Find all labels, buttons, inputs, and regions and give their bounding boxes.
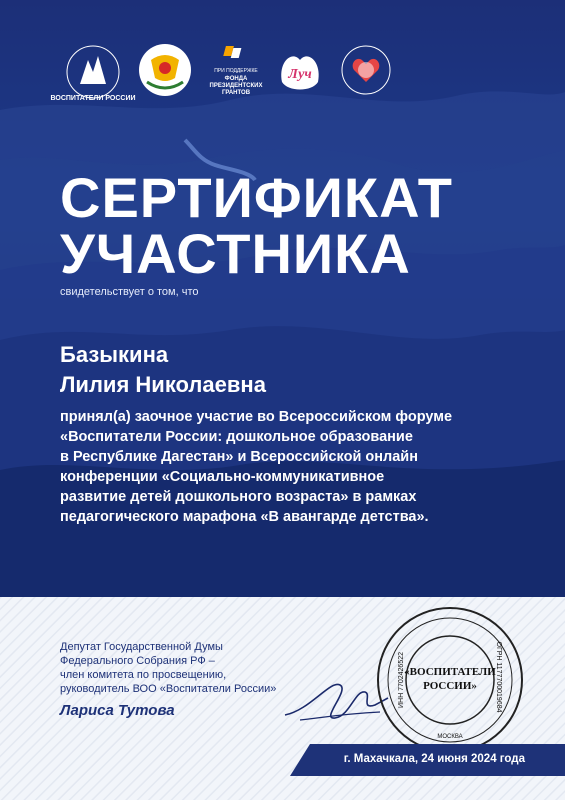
luch-logo: [272, 42, 328, 98]
partner-logos: [0, 42, 565, 112]
stamp-inn: ИНН 7702426522: [398, 651, 405, 709]
body-line2: «Воспитатели России: дошкольное образование: [60, 429, 413, 445]
body-line5: развитие детей дошкольного возраста» в рамках: [60, 489, 417, 505]
grants-line2: ФОНДА: [224, 76, 248, 82]
title-line1: СЕРТИФИКАТ: [60, 166, 453, 229]
grants-line1: ПРИ ПОДДЕРЖКЕ: [214, 68, 258, 74]
body-line6: педагогического марафона «В авангарде детства».: [60, 509, 429, 525]
dagestan-emblem-icon: [137, 42, 193, 102]
certificate-body: [60, 407, 480, 527]
stamp-city: МОСКВА: [437, 734, 463, 740]
handwritten-signature: [280, 670, 390, 730]
title-line2: УЧАСТНИКА: [60, 222, 411, 285]
vospitateli-logo-text: ВОСПИТАТЕЛИ РОССИИ: [50, 95, 136, 102]
heart-globe-logo: [338, 42, 394, 102]
signer-name: Лариса Тутова: [60, 702, 175, 719]
grants-line3: ПРЕЗИДЕНТСКИХ: [209, 83, 263, 89]
body-line4: конференции «Социально-коммуникативное: [60, 469, 385, 485]
place-and-date: г. Махачкала, 24 июня 2024 года: [343, 753, 525, 765]
certificate-title: [60, 166, 453, 285]
signer-role-line4: руководитель ВОО «Воспитатели России»: [60, 683, 277, 695]
body-line1: принял(а) заочное участие во Всероссийском форуме: [60, 409, 453, 425]
stamp-center-line2: РОССИИ»: [423, 680, 477, 692]
recipient-surname: Базыкина: [60, 342, 169, 367]
stamp-ogrn: ОГРН 1177700019684: [495, 641, 502, 713]
signer-role-line2: Федерального Собрания РФ –: [60, 655, 215, 667]
recipient-given-names: Лилия Николаевна: [60, 372, 266, 397]
presidential-grants-logo: [205, 42, 267, 104]
certificate-subtitle: свидетельствует о том, что: [60, 286, 199, 298]
vospitateli-rossii-logo: [50, 42, 136, 108]
body-line3: в Республике Дагестан» и Всероссийской онлайн: [60, 449, 418, 465]
signer-role-line3: член комитета по просвещению,: [60, 669, 227, 681]
grants-line4: ГРАНТОВ: [221, 90, 251, 96]
recipient-name: [60, 340, 266, 400]
stamp-center-line1: «ВОСПИТАТЕЛИ: [404, 666, 496, 678]
luch-logo-text: Луч: [288, 67, 312, 82]
organization-stamp: [375, 605, 525, 755]
signer-role-line1: Депутат Государственной Думы: [60, 641, 223, 653]
footer-bar: [310, 744, 565, 776]
